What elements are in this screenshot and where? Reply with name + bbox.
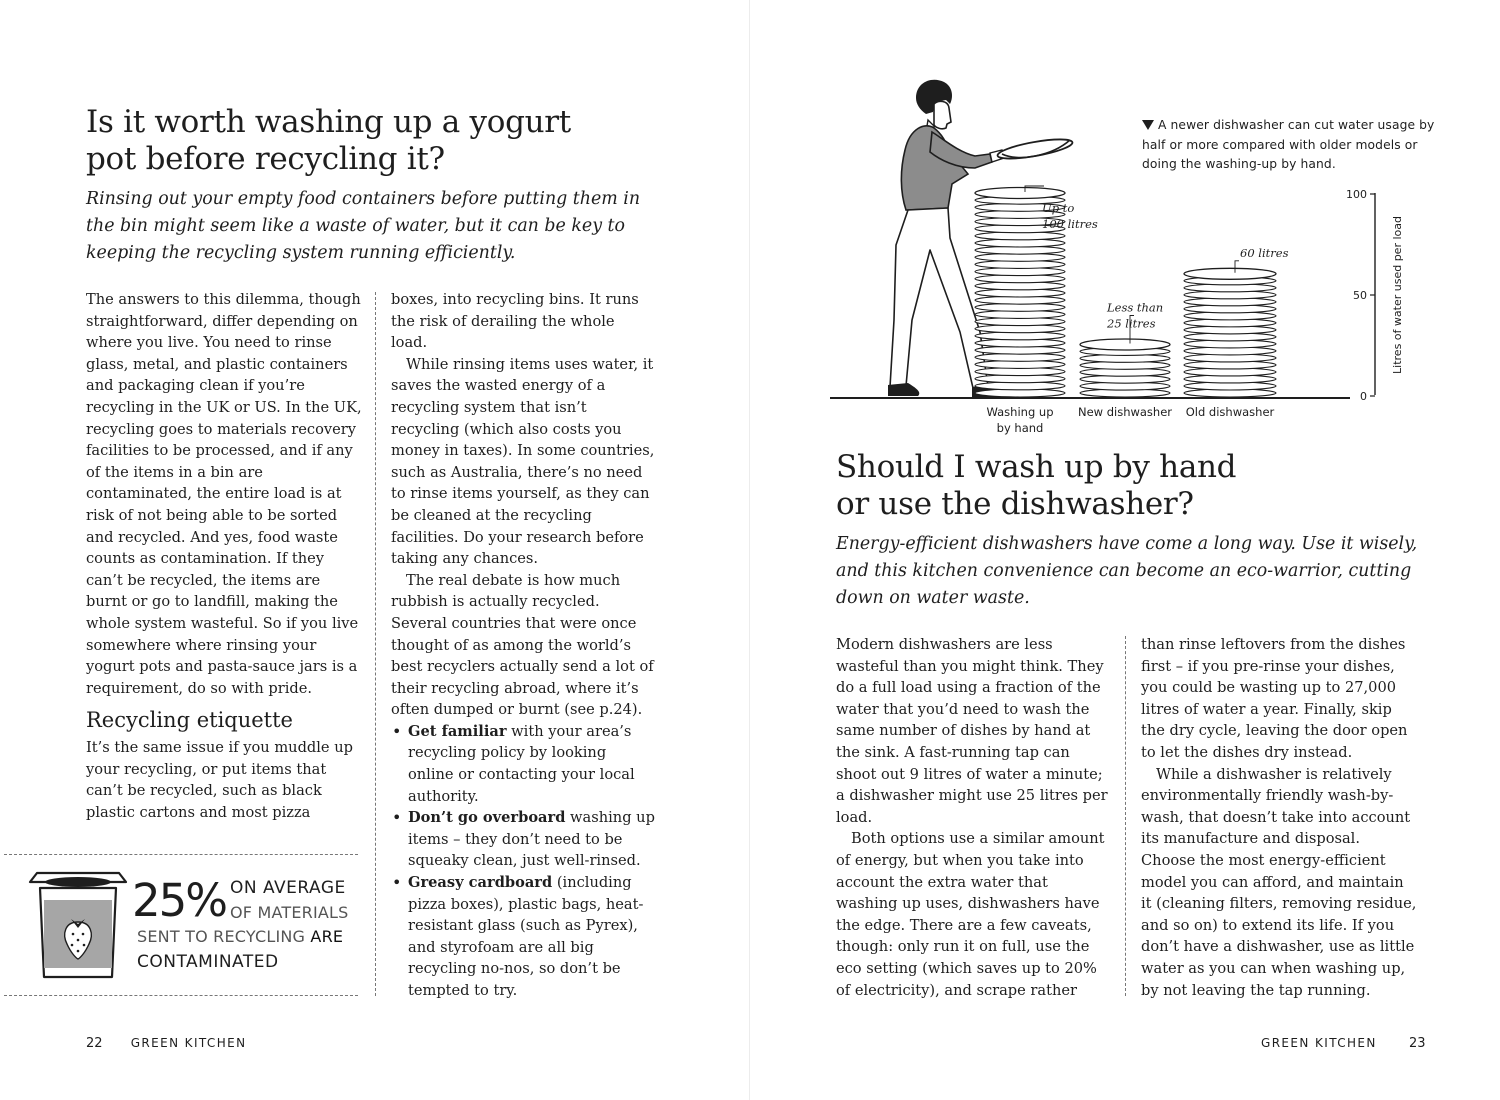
category-label: by hand [996, 421, 1044, 435]
bar-plate-stack [1080, 339, 1170, 398]
category-labels [987, 405, 1275, 435]
body-paragraph: The real debate is how much rubbish is actually recycled. Several countries that were once thought of as among the world’s best recyclers actually send a lot of their recycling abroad, where it’s often dumped or burnt (see p.24). [391, 571, 654, 719]
section-name: GREEN KITCHEN [130, 1036, 247, 1050]
body-paragraph: The answers to this dilemma, though straightforward, differ depending on where you live. You need to rinse glass, metal, and plastic containers and packaging clean if you’re recycling in the UK or US. In the UK, recycling goes to materials recovery facilities to be processed, and if any of the items in a bin are contaminated, the entire load is at risk of not being able to be sorted and recycled. And yes, food waste counts as contamination. If they can’t be recycled, the items are burnt or go to landfill, making the whole system wasteful. So if you live somewhere where rinsing your yogurt pots and pasta-sauce jars is a requirement, do so with pride. [86, 291, 362, 697]
y-axis [1346, 188, 1375, 403]
page-number: 22 [86, 1036, 103, 1051]
body-column-2 [391, 289, 655, 1002]
title-line: or use the dishwasher? [836, 486, 1194, 522]
subheading: Recycling etiquette [86, 708, 293, 733]
body-paragraph: While a dishwasher is relatively environmentally friendly wash-by-wash, that doesn’t take into account its manufacture and disposal. Choose the most energy-efficient model you can afford, and maintain it (cleaning filters, removing residue, and so on) to extend its life. If you don’t have a dishwasher, use as little water as you can when washing up, by not leaving the tap running. [1141, 765, 1417, 999]
page-footer [86, 1035, 246, 1052]
page-footer [1261, 1035, 1425, 1052]
list-item [391, 872, 655, 1002]
tip-heading: Get familiar [408, 722, 507, 740]
body-paragraph: boxes, into recycling bins. It runs the risk of derailing the whole load. [391, 291, 639, 352]
body-paragraph: Modern dishwashers are less wasteful than you might think. They do a full load using a fraction of the water that you’d need to wash the same number of dishes by hand at the sink. A fast-running tap can shoot out 9 litres of water a minute; a dishwasher might use 25 litres per load. [836, 636, 1108, 826]
y-tick-label: 50 [1353, 289, 1367, 302]
bar-value-label: Less than [1107, 300, 1164, 315]
tip-text: with your area’s recycling policy by looking online or contacting your local authority. [408, 722, 635, 805]
column-divider [1125, 636, 1126, 996]
plate-top [975, 188, 1065, 199]
standfirst: Rinsing out your empty food containers before putting them in the bin might seem like a waste of water, but it can be key to keeping the recycling system running efficiently. [86, 189, 641, 263]
stat-box-bottom-rule [4, 995, 358, 996]
bar-value-label: Up to [1042, 201, 1075, 215]
section-name: GREEN KITCHEN [1261, 1036, 1377, 1050]
body-column-1 [836, 634, 1112, 1001]
y-tick-label: 100 [1346, 188, 1367, 201]
column-divider [375, 292, 376, 996]
plate-top [1184, 268, 1276, 279]
body-column-1 [86, 289, 362, 824]
stat-callout [28, 868, 358, 980]
stat-line: CONTAMINATED [137, 952, 279, 972]
category-label: Old dishwasher [1185, 405, 1275, 419]
page-number: 23 [1408, 1036, 1426, 1051]
category-label: New dishwasher [1077, 405, 1173, 419]
body-paragraph: than rinse leftovers from the dishes first – if you pre-rinse your dishes, you could be wasting up to 27,000 litres of water a year. Finally, skip the dry cycle, leaving the door open to let the dishes dry instead. [1141, 636, 1408, 761]
title-line: Is it worth washing up a yogurt [86, 104, 571, 140]
caption-text: A newer dishwasher can cut water usage by half or more compared with older models or doing the washing-up by hand. [1142, 118, 1435, 171]
page-title [86, 104, 686, 178]
title-line: pot before recycling it? [86, 141, 445, 177]
stat-line-emphasis: ARE [310, 927, 344, 946]
stat-line: ON AVERAGE [230, 878, 346, 898]
y-axis-label: Litres of water used per load [1391, 216, 1404, 374]
body-paragraph: While rinsing items uses water, it saves the wasted energy of a recycling system that isn’t recycling (which also costs you money in taxes). In some countries, such as Australia, there’s no need to rinse items yourself, as they can be cleaned at the recycling facilities. Do your research before taking any chances. [391, 355, 655, 568]
bar-value-label: 60 litres [1240, 245, 1289, 260]
bar-value-label: 25 litres [1107, 316, 1156, 331]
stat-line: OF MATERIALS [230, 903, 349, 922]
y-tick-label: 0 [1360, 390, 1367, 403]
body-column-2 [1141, 634, 1417, 1001]
bar-plate-stack [1184, 268, 1276, 398]
stat-box-top-rule [4, 854, 358, 855]
tip-heading: Greasy cardboard [408, 874, 553, 892]
list-item [391, 721, 655, 807]
category-label: Washing up [986, 405, 1054, 419]
bar-value-label: 100 litres [1042, 217, 1098, 231]
yogurt-pot-icon [28, 868, 128, 980]
title-line: Should I wash up by hand [836, 449, 1237, 485]
standfirst: Energy-efficient dishwashers have come a long way. Use it wisely, and this kitchen convenience can become an eco-warrior, cutting down on water waste. [836, 534, 1418, 608]
tip-heading: Don’t go overboard [408, 809, 566, 827]
tips-list [391, 721, 655, 1002]
chart-caption [1142, 116, 1442, 175]
stat-line [137, 927, 343, 947]
body-paragraph: Both options use a similar amount of energy, but when you take into account the extra water that washing up uses, dishwashers have the edge. There are a few caveats, though: only run it on full, use the eco setting (which saves up to 20% of electricity), and scrape rather [836, 830, 1105, 999]
down-triangle-icon [1142, 120, 1154, 130]
body-paragraph: It’s the same issue if you muddle up your recycling, or put items that can’t be recycled, such as black plastic cartons and most pizza [86, 739, 353, 822]
stat-percentage: 25% [132, 874, 227, 927]
tip-text: washing up items – they don’t need to be squeaky clean, just well-rinsed. [408, 809, 655, 870]
page-title [836, 449, 1456, 523]
stat-line-part: SENT TO RECYCLING [137, 927, 311, 946]
tip-text: (including pizza boxes), plastic bags, heat-resistant glass (such as Pyrex), and styrofoam are all big recycling no-nos, so don’t be tempted to try. [408, 874, 644, 999]
list-item [391, 807, 655, 872]
right-page [750, 0, 1500, 1100]
plate-stacks [975, 188, 1276, 399]
plate-top [1080, 339, 1170, 350]
